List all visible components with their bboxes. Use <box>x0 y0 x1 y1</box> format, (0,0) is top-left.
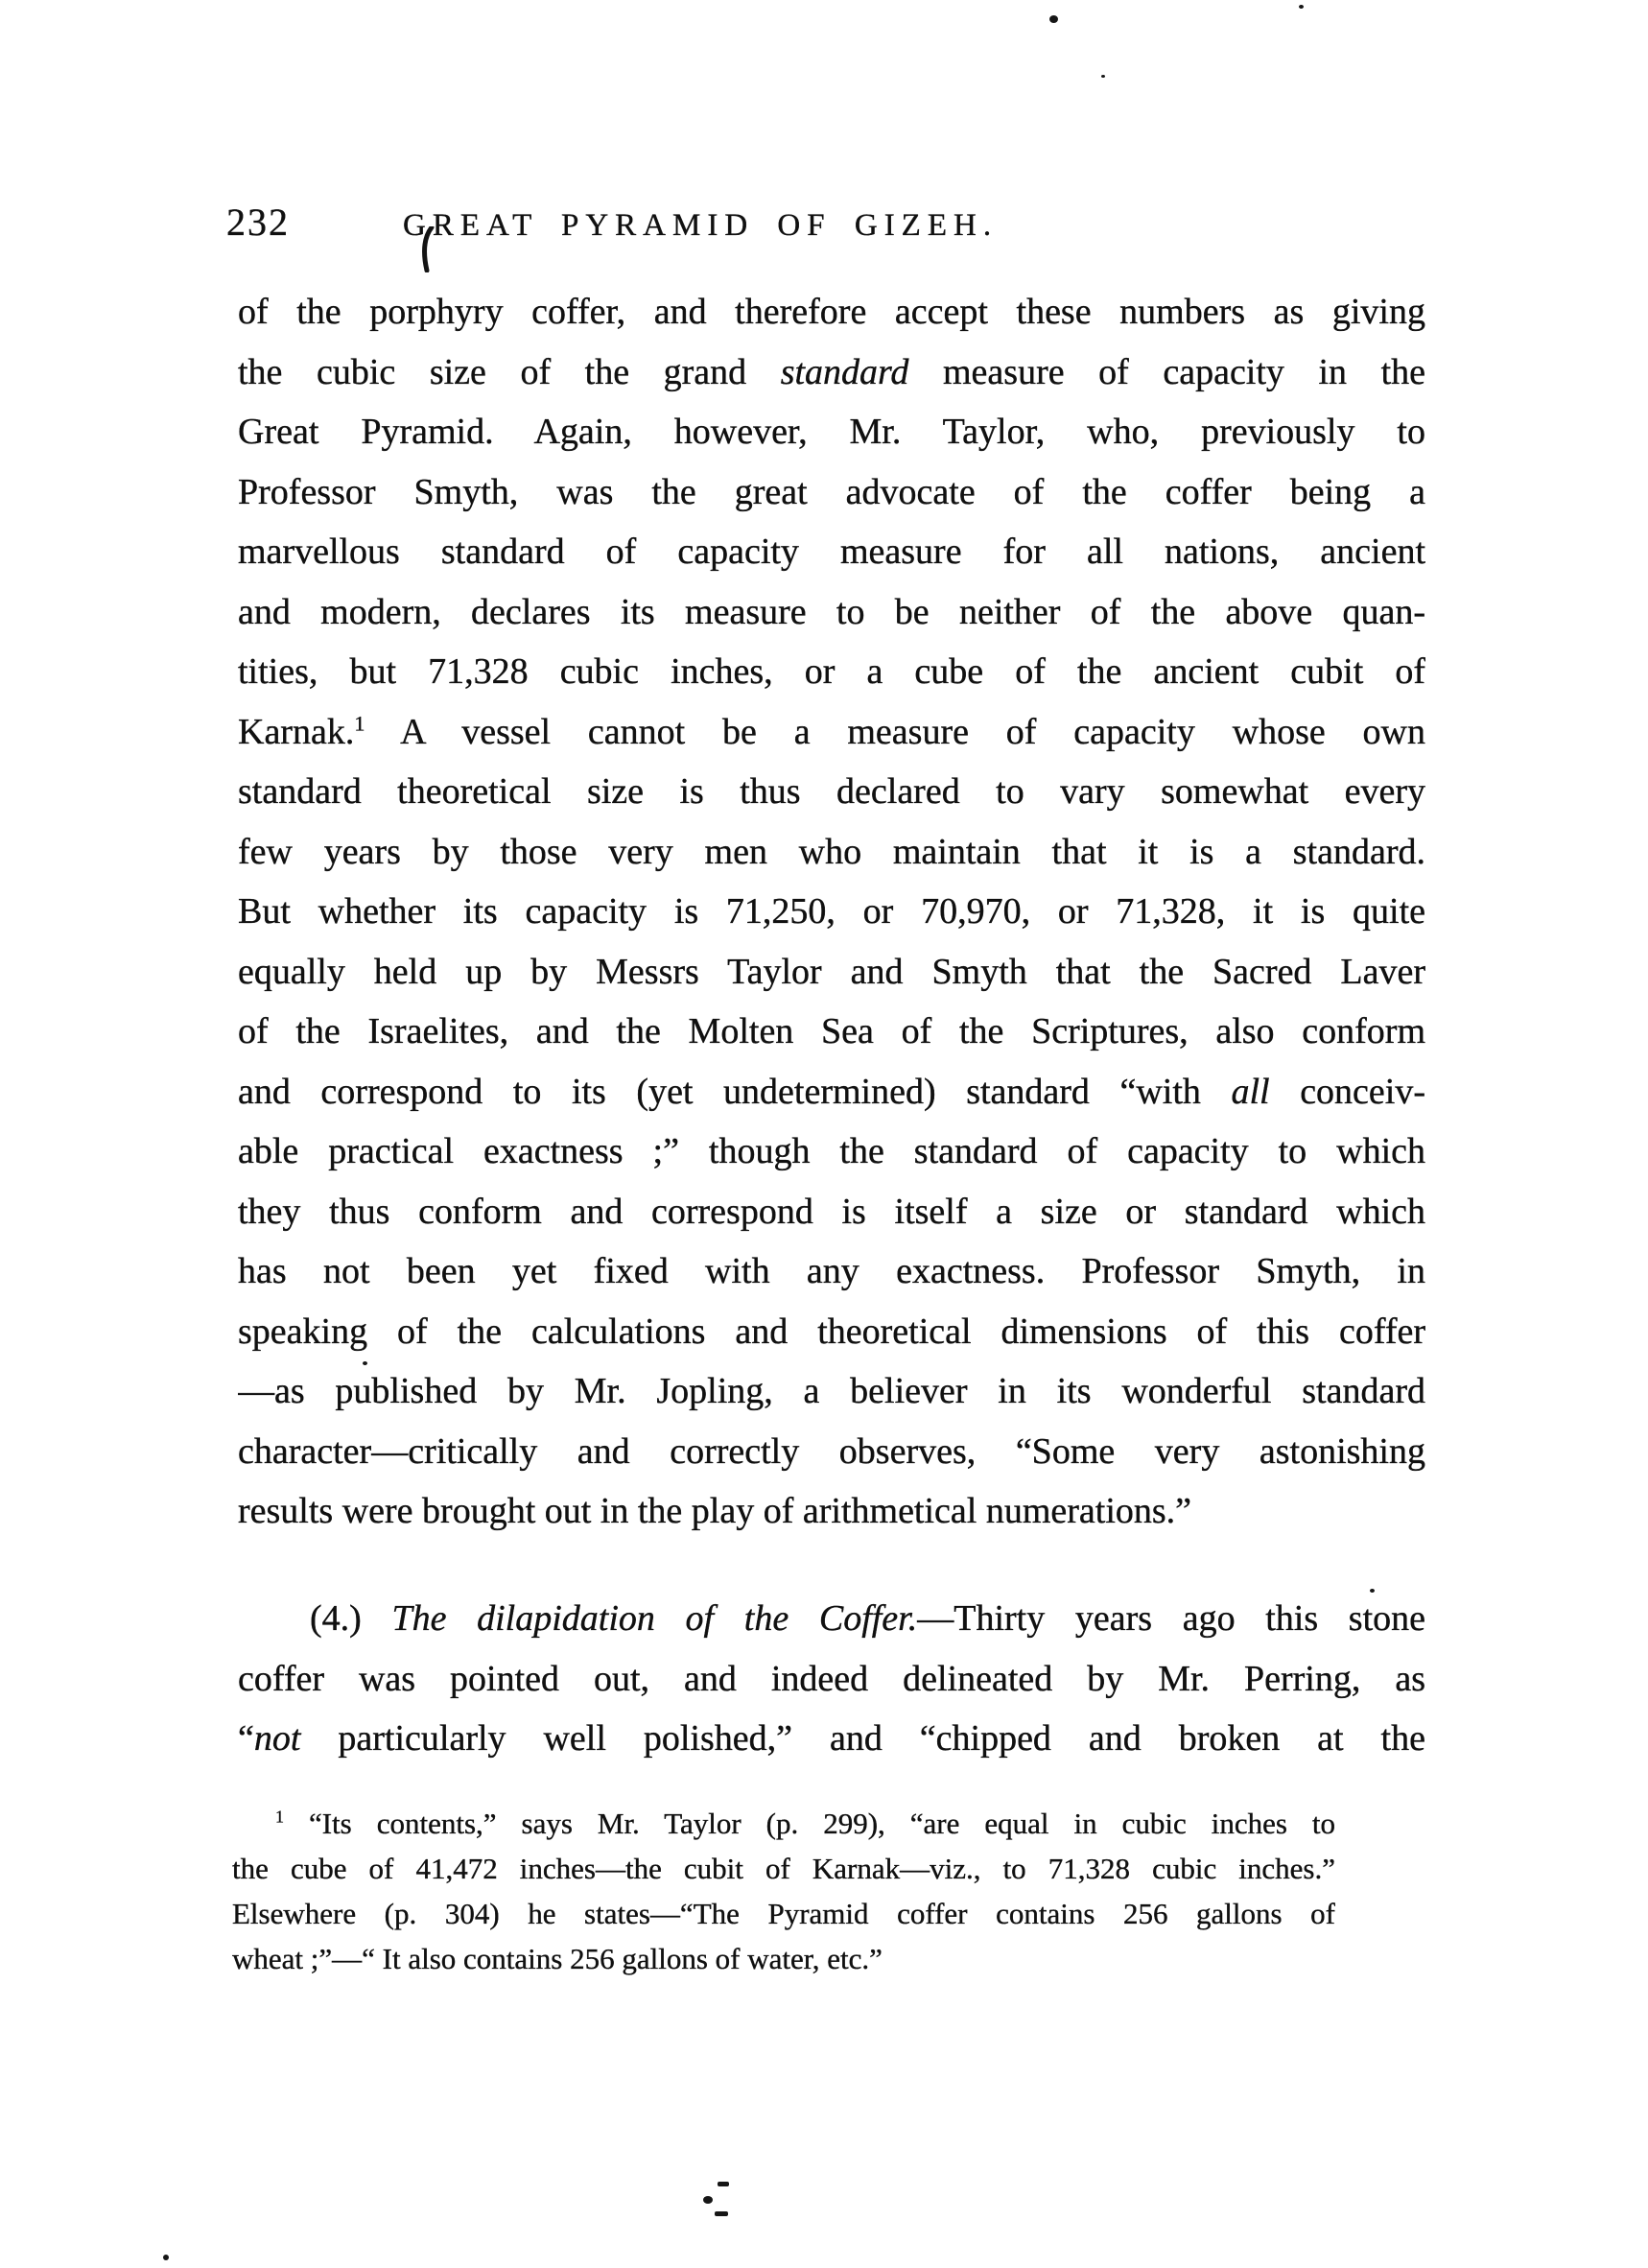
text-line: of the Israelites, and the Molten Sea of the Scriptures, also conform <box>238 1011 1425 1051</box>
text-line: Professor Smyth, was the great advocate of the coffer being a <box>238 471 1425 512</box>
text-line: and correspond to its (yet undetermined) standard “with all conceiv- <box>238 1071 1425 1112</box>
ink-speck <box>163 2255 169 2260</box>
ink-speck <box>1049 15 1058 23</box>
text-line: wheat ;”—“ It also contains 256 gallons of water, etc.” <box>232 1942 883 1975</box>
ink-speck <box>1370 1589 1375 1593</box>
text-line: tities, but 71,328 cubic inches, or a cube of the ancient cubit of <box>238 651 1425 692</box>
text-line: “not particularly well polished,” and “chipped and broken at the <box>238 1718 1425 1759</box>
text-line: But whether its capacity is 71,250, or 70,970, or 71,328, it is quite <box>238 891 1425 932</box>
footnote <box>232 1801 1335 1981</box>
paragraph-1 <box>238 282 1425 1542</box>
text-line: (4.) The dilapidation of the Coffer.—Thirty years ago this stone <box>310 1598 1425 1639</box>
ink-speck <box>1101 75 1105 78</box>
ink-speck <box>363 1361 367 1365</box>
ink-speck <box>703 2196 713 2204</box>
text-line: character—critically and correctly observes, “Some very astonishing <box>238 1430 1425 1472</box>
text-line: equally held up by Messrs Taylor and Smyth that the Sacred Laver <box>238 951 1425 992</box>
text-line: and modern, declares its measure to be neither of the above quan- <box>238 591 1425 632</box>
text-line: Great Pyramid. Again, however, Mr. Taylor, who, previously to <box>238 412 1425 452</box>
text-line: the cubic size of the grand standard measure of capacity in the <box>238 351 1425 392</box>
text-line: few years by those very men who maintain that it is a standard. <box>238 831 1425 872</box>
text-line: of the porphyry coffer, and therefore accept these numbers as giving <box>238 292 1425 332</box>
running-title: GREAT PYRAMID OF GIZEH. <box>403 208 999 243</box>
text-line: able practical exactness ;” though the standard of capacity to which <box>238 1131 1425 1171</box>
text-line: standard theoretical size is thus declared to vary somewhat every <box>238 771 1425 812</box>
page-number: 232 <box>226 201 290 244</box>
ink-speck <box>715 2211 728 2216</box>
text-line: they thus conform and correspond is itself a size or standard which <box>238 1191 1425 1232</box>
ink-speck <box>718 2182 729 2186</box>
text-line: speaking of the calculations and theoretical dimensions of this coffer <box>238 1311 1425 1352</box>
ink-speck <box>1299 5 1304 9</box>
paragraph-2 <box>238 1589 1425 1769</box>
text-line: marvellous standard of capacity measure for all nations, ancient <box>238 532 1425 572</box>
text-line: has not been yet fixed with any exactness. Professor Smyth, in <box>238 1251 1425 1291</box>
text-line: coffer was pointed out, and indeed delineated by Mr. Perring, as <box>238 1658 1425 1699</box>
text-line: Karnak.$^1$ A vessel cannot be a measure of capacity whose own <box>238 710 1425 752</box>
text-line: the cube of 41,472 inches—the cubit of Karnak—viz., to 71,328 cubic inches.” <box>232 1852 1335 1885</box>
text-line: $^1$ “Its contents,” says Mr. Taylor (p. 299), “are equal in cubic inches to <box>275 1807 1335 1840</box>
text-line: Elsewhere (p. 304) he states—“The Pyramid coffer contains 256 gallons of <box>232 1897 1335 1930</box>
text-line: results were brought out in the play of arithmetical numerations.” <box>238 1491 1192 1531</box>
text-line: —as published by Mr. Jopling, a believer in its wonderful standard <box>238 1371 1425 1411</box>
